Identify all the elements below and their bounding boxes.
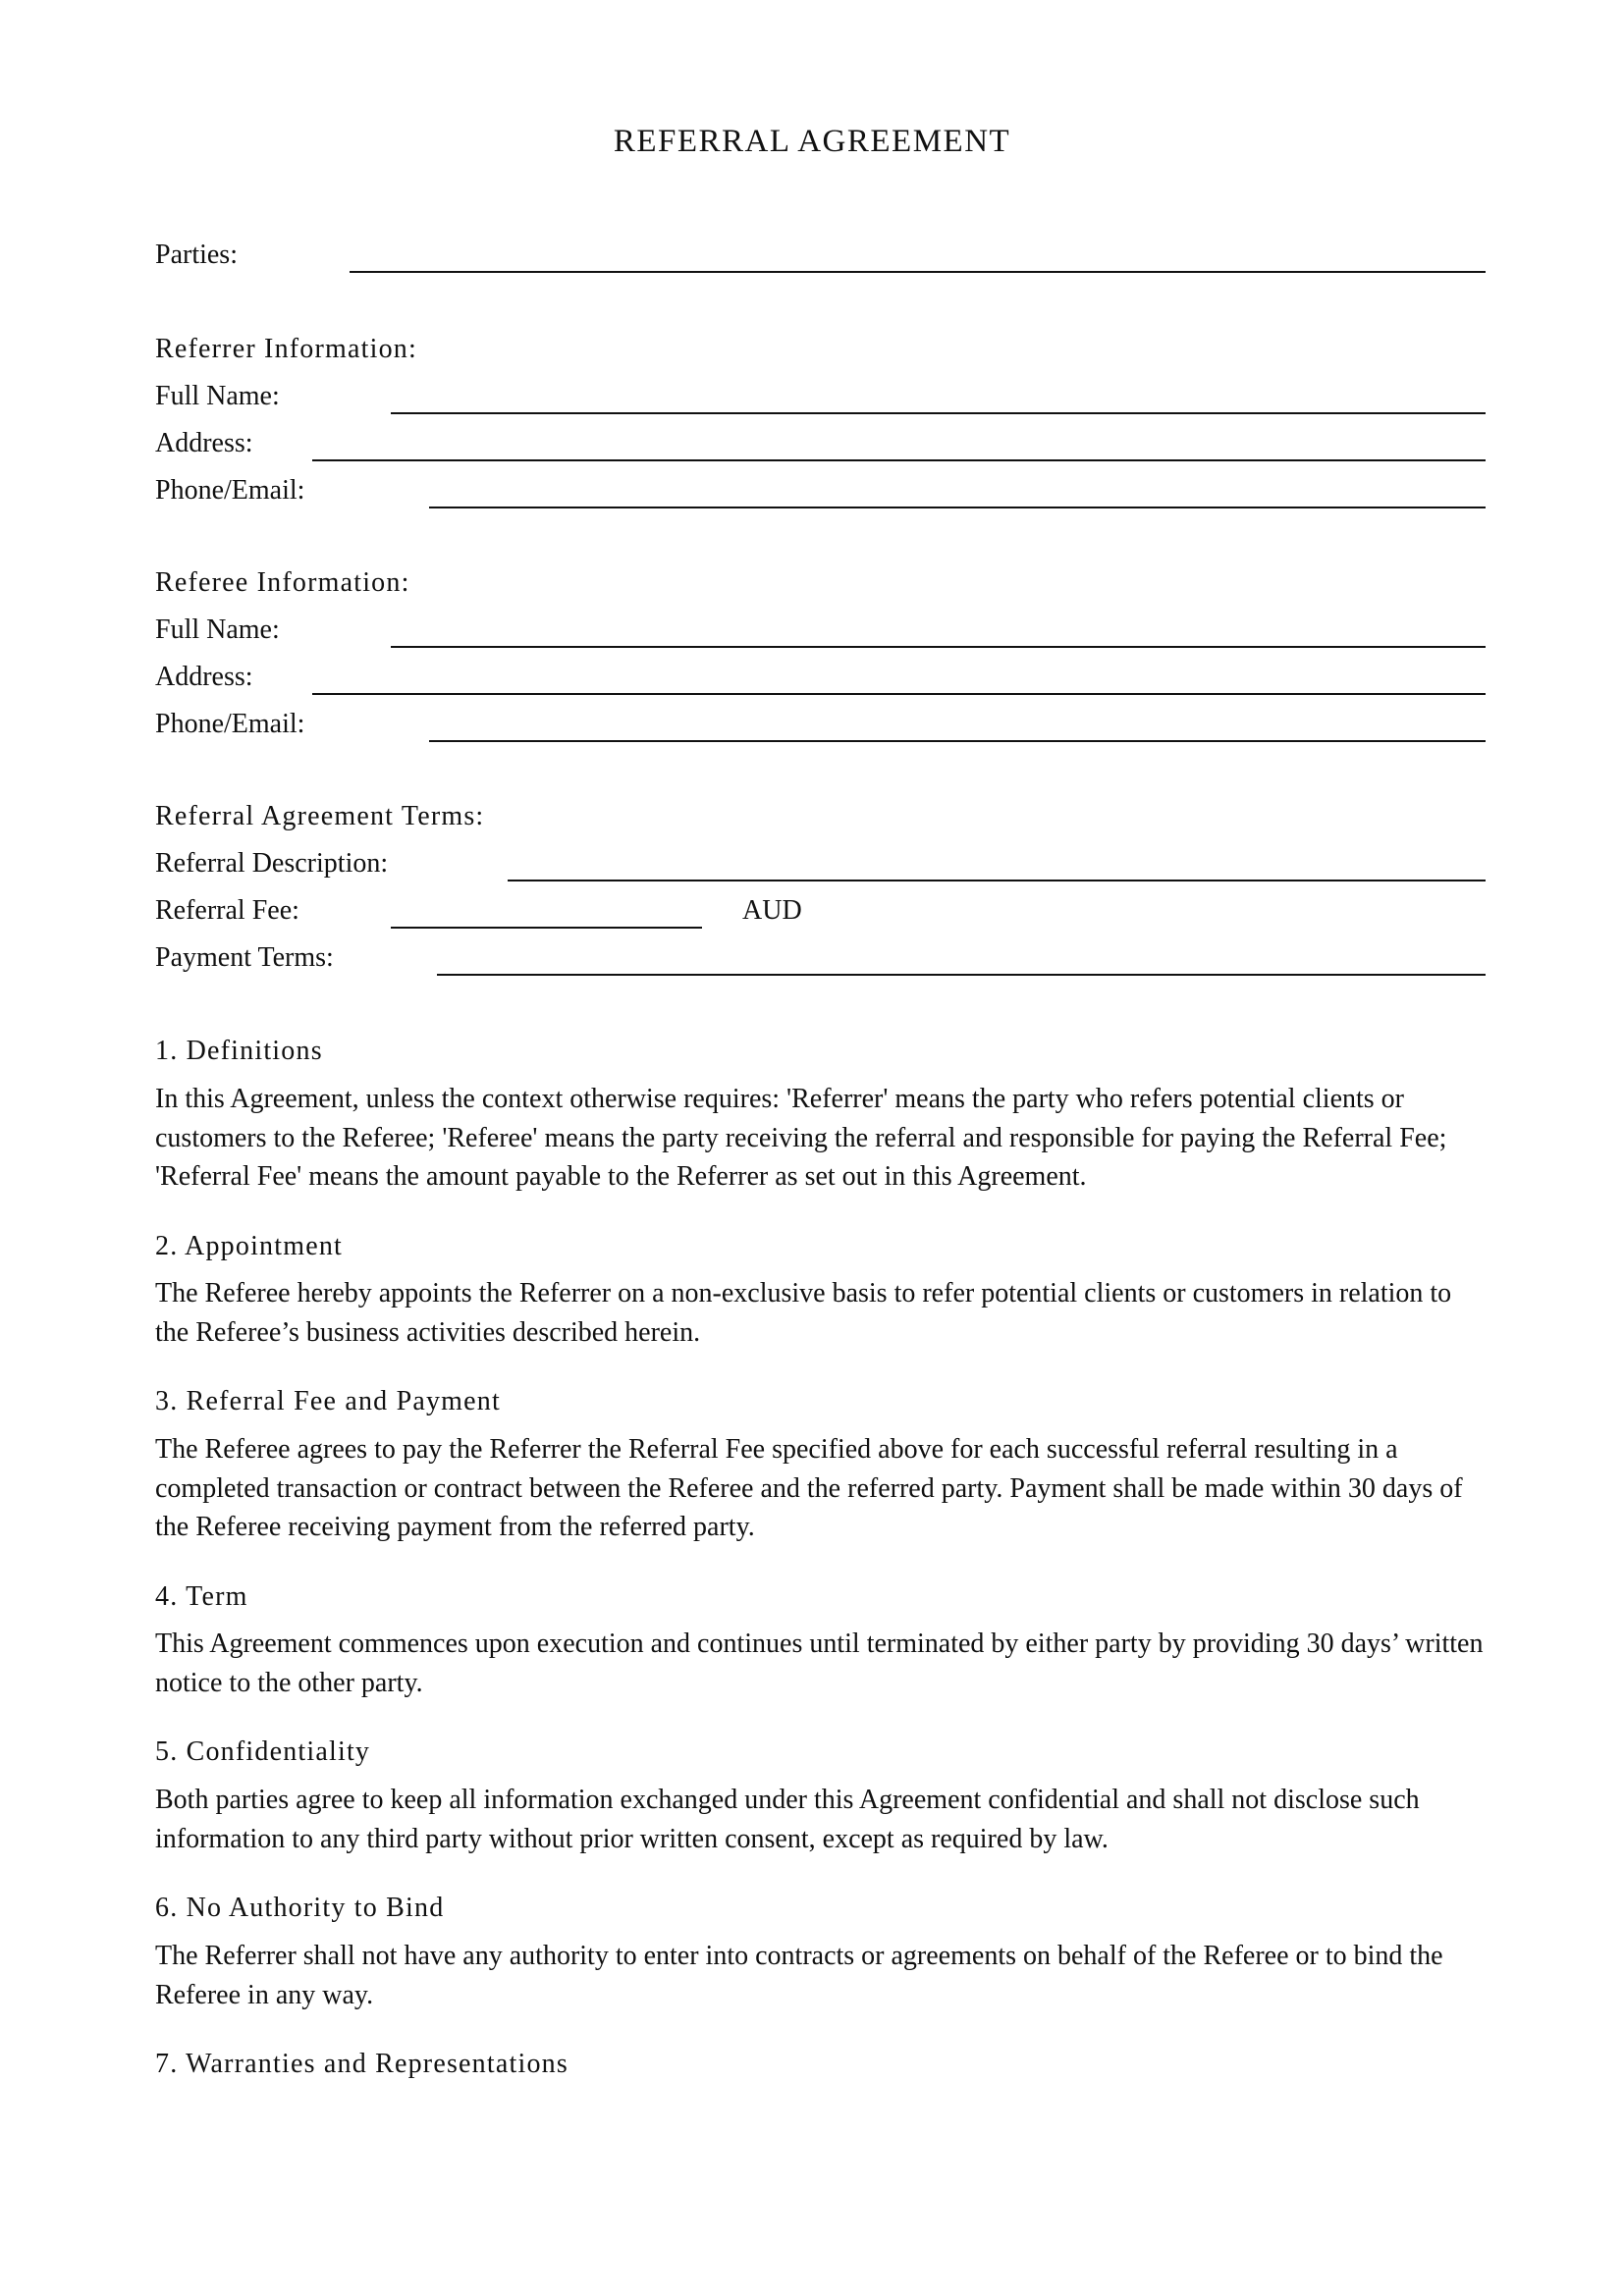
section-heading-warranties: 7. Warranties and Representations xyxy=(155,2049,568,2079)
section-body-appointment: The Referee hereby appoints the Referrer on a non-exclusive basis to refer potential clients or customers in relation to the Referee’s business activities described herein. xyxy=(155,1278,1452,1348)
payment-terms-label: Payment Terms: xyxy=(155,942,334,973)
section-heading-definitions: 1. Definitions xyxy=(155,1036,323,1066)
parties-label: Parties: xyxy=(155,240,238,270)
section-heading-no-authority: 6. No Authority to Bind xyxy=(155,1893,445,1923)
referrer-address-field[interactable] xyxy=(312,459,1486,461)
referrer-full-name-label: Full Name: xyxy=(155,381,280,411)
section-body-term: This Agreement commences upon execution and continues until terminated by either party by providing 30 days’ written notice to the other party. xyxy=(155,1629,1484,1698)
parties-field[interactable] xyxy=(350,271,1486,273)
referrer-contact-field[interactable] xyxy=(429,507,1486,508)
referrer-contact-label: Phone/Email: xyxy=(155,475,305,506)
terms-heading: Referral Agreement Terms: xyxy=(155,801,485,831)
section-body-referral-fee: The Referee agrees to pay the Referrer the Referral Fee specified above for each successful referral resulting in a completed transaction or contract between the Referee and the referred party. Payment shall be made within 30 days of the Referee receiving payment from the referred party. xyxy=(155,1434,1463,1542)
section-heading-confidentiality: 5. Confidentiality xyxy=(155,1736,371,1767)
section-body-confidentiality: Both parties agree to keep all information exchanged under this Agreement confidential and shall not disclose such information to any third party without prior written consent, except as required by law. xyxy=(155,1785,1420,1854)
section-heading-appointment: 2. Appointment xyxy=(155,1231,344,1261)
referee-address-field[interactable] xyxy=(312,693,1486,695)
referee-contact-label: Phone/Email: xyxy=(155,709,305,739)
document-title: REFERRAL AGREEMENT xyxy=(613,124,1011,159)
referrer-info-heading: Referrer Information: xyxy=(155,334,417,364)
referee-contact-field[interactable] xyxy=(429,740,1486,742)
referee-full-name-label: Full Name: xyxy=(155,614,280,645)
payment-terms-field[interactable] xyxy=(437,974,1486,976)
section-heading-referral-fee: 3. Referral Fee and Payment xyxy=(155,1386,501,1416)
referral-description-field[interactable] xyxy=(508,880,1486,881)
section-heading-term: 4. Term xyxy=(155,1581,248,1612)
referrer-full-name-field[interactable] xyxy=(391,412,1486,414)
referee-address-label: Address: xyxy=(155,662,253,692)
referral-fee-field[interactable] xyxy=(391,927,702,929)
referrer-address-label: Address: xyxy=(155,428,253,458)
referral-fee-currency: AUD xyxy=(742,895,802,926)
section-body-no-authority: The Referrer shall not have any authority to enter into contracts or agreements on behalf of the Referee or to bind the Referee in any way. xyxy=(155,1941,1443,2010)
referral-fee-label: Referral Fee: xyxy=(155,895,299,926)
referee-info-heading: Referee Information: xyxy=(155,567,410,598)
section-body-definitions: In this Agreement, unless the context otherwise requires: 'Referrer' means the party who refers potential clients or customers to the Referee; 'Referee' means the party receiving the referral and responsible for paying the Referral Fee; 'Referral Fee' means the amount payable to the Referrer as set out in this Agreement. xyxy=(155,1084,1447,1192)
referee-full-name-field[interactable] xyxy=(391,646,1486,648)
referral-description-label: Referral Description: xyxy=(155,848,389,879)
